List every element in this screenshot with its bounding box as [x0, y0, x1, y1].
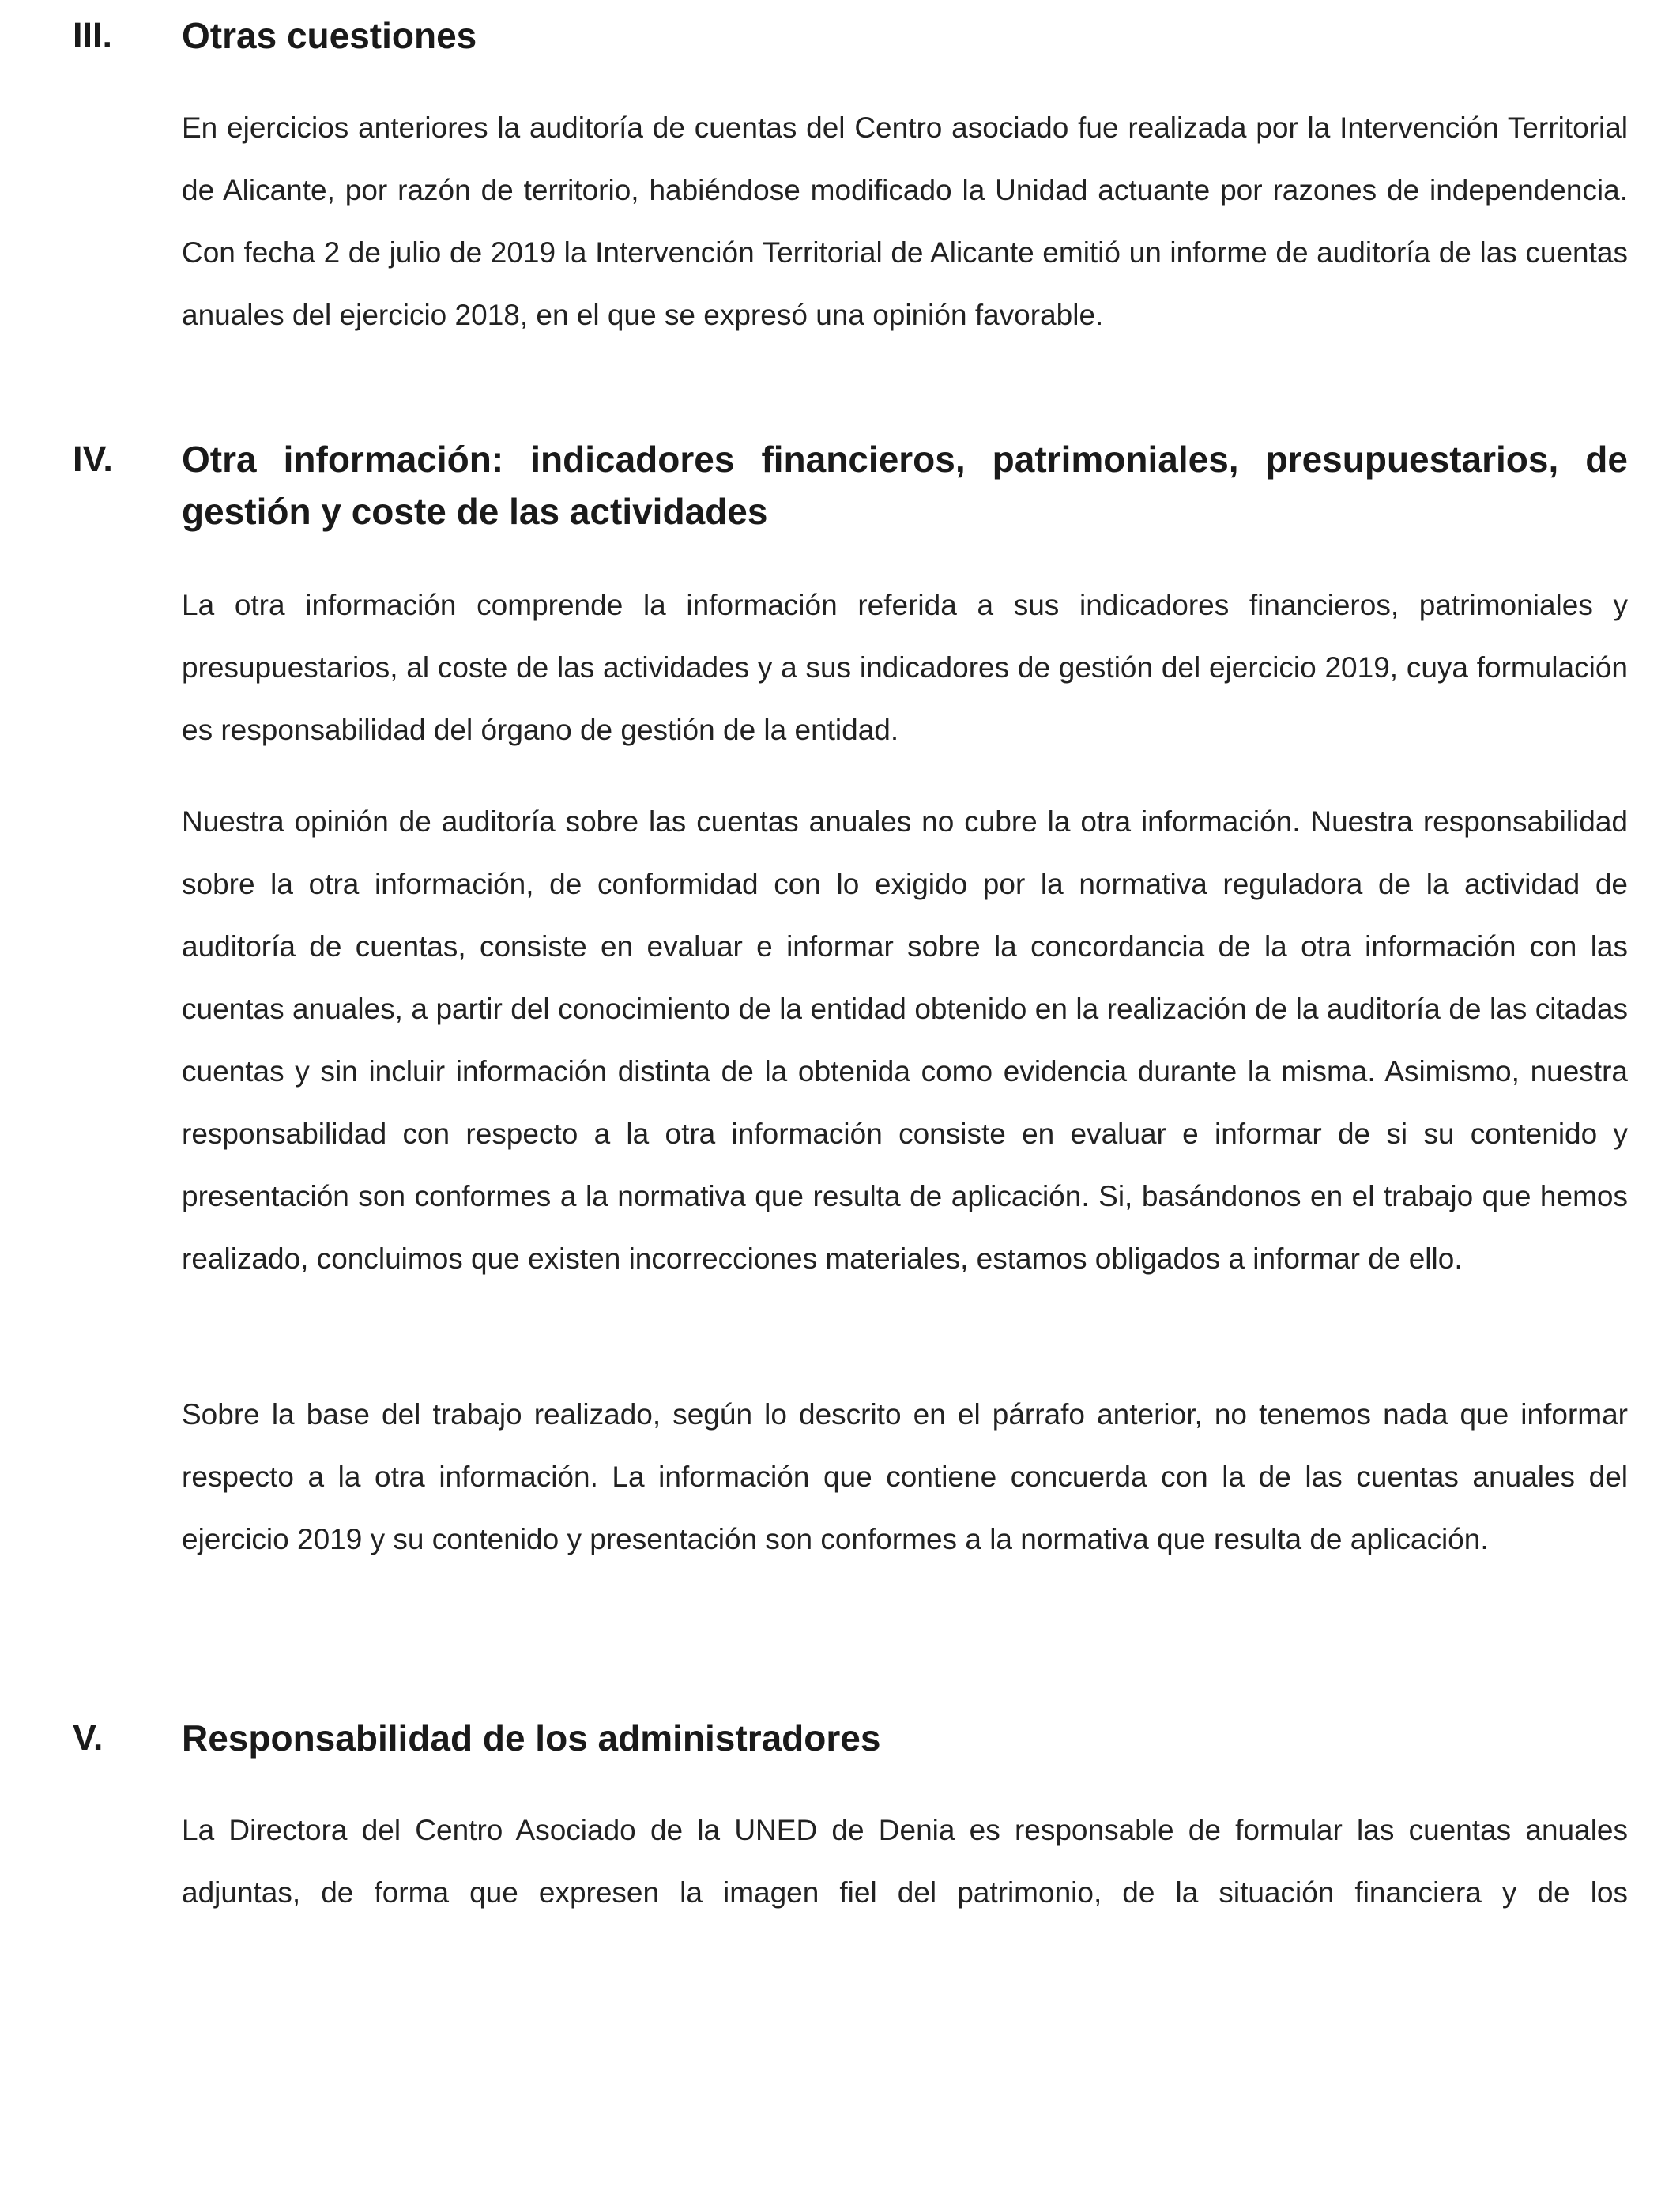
paragraph-otra-informacion-1: La otra información comprende la información referida a sus indicadores financieros, patrimoniales y presupuestarios, al coste de las actividades y a sus indicadores de gestión del ejercicio 2019, cuya formulación es responsabilidad del órgano de gestión de la entidad. — [182, 589, 1628, 746]
section-number-v: V. — [73, 1717, 104, 1758]
section-title-otra-informacion: Otra información: indicadores financieros, patrimoniales, presupuestarios, de gestión y coste de las actividades — [182, 439, 1628, 532]
paragraph-responsabilidad: La Directora del Centro Asociado de la UNED de Denia es responsable de formular las cuentas anuales adjuntas, de forma que expresen la imagen fiel del patrimonio, de la situación financiera y de los — [182, 1814, 1628, 1909]
paragraph-otra-informacion-3: Sobre la base del trabajo realizado, según lo descrito en el párrafo anterior, no tenemos nada que informar respecto a la otra información. La información que contiene concuerda con la de las cuentas anuales del ejercicio 2019 y su contenido y presentación son conformes a la normativa que resulta de aplicación. — [182, 1398, 1628, 1555]
paragraph-otras-cuestiones: En ejercicios anteriores la auditoría de cuentas del Centro asociado fue realizada por la Intervención Territorial de Alicante, por razón de territorio, habiéndose modificado la Unidad actuante por razones de independencia. Con fecha 2 de julio de 2019 la Intervención Territorial de Alicante emitió un informe de auditoría de las cuentas anuales del ejercicio 2018, en el que se expresó una opinión favorable. — [182, 111, 1628, 331]
section-title-otras-cuestiones: Otras cuestiones — [182, 15, 477, 56]
paragraph-otra-informacion-2: Nuestra opinión de auditoría sobre las cuentas anuales no cubre la otra información. Nuestra responsabilidad sobre la otra información, de conformidad con lo exigido por la normativa reguladora de la actividad de auditoría de cuentas, consiste en evaluar e informar sobre la concordancia de la otra información con las cuentas anuales, a partir del conocimiento de la entidad obtenido en la realización de la auditoría de las citadas cuentas y sin incluir información distinta de la obtenida como evidencia durante la misma. Asimismo, nuestra responsabilidad con respecto a la otra información consiste en evaluar e informar de si su contenido y presentación son conformes a la normativa que resulta de aplicación. Si, basándonos en el trabajo que hemos realizado, concluimos que existen incorrecciones materiales, estamos obligados a informar de ello. — [182, 805, 1628, 1275]
section-title-responsabilidad: Responsabilidad de los administradores — [182, 1717, 881, 1759]
section-number-iv: IV. — [73, 439, 113, 479]
section-number-iii: III. — [73, 15, 113, 55]
